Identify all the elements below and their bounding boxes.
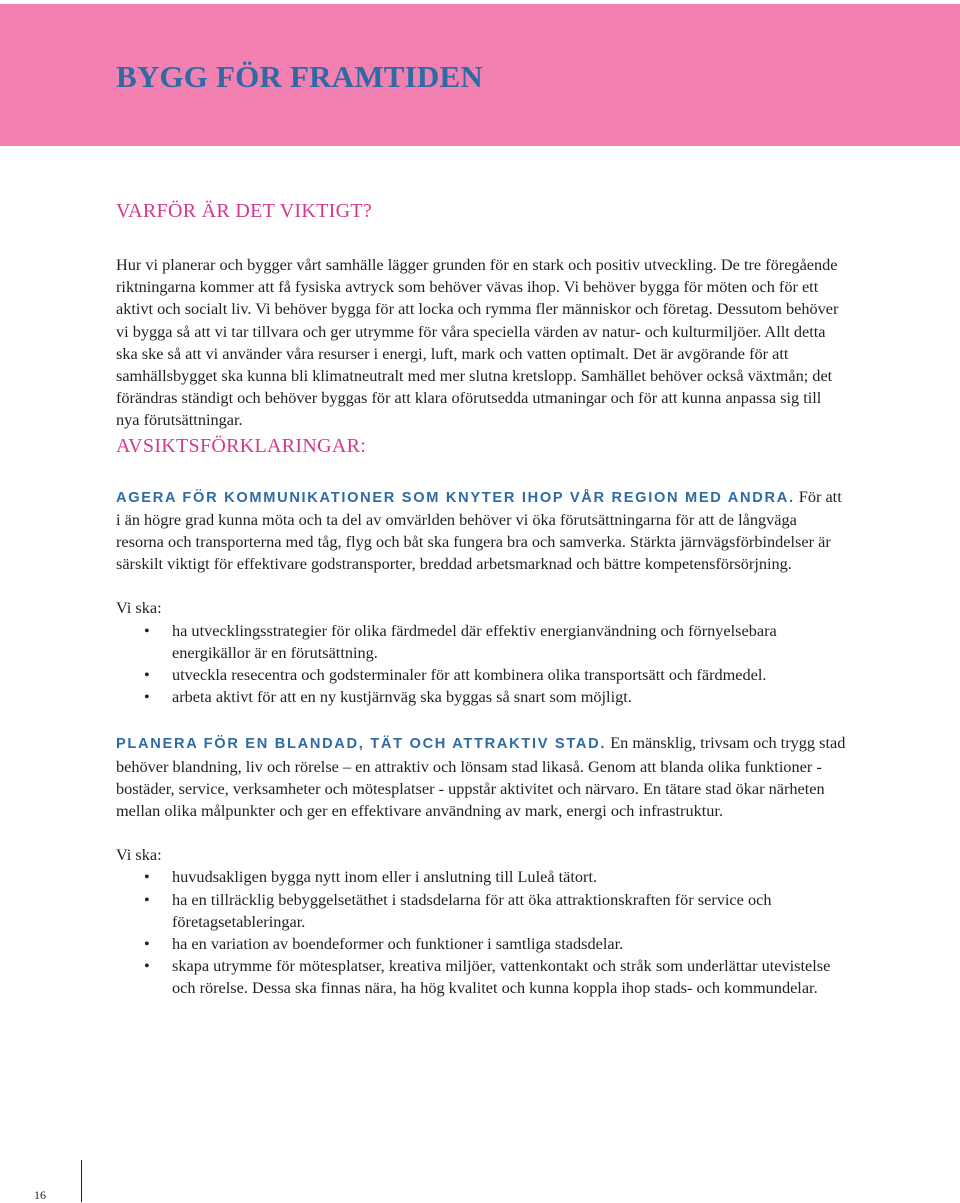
intention-text: För att i än högre grad kunna möta och ta del av omvärlden behöver vi öka förutsättningarna för att de långväga resorna och transporterna med tåg, flyg och båt ska fungera bra och samverka. Stärkta järnvägsförbindelser är särskilt viktigt för effektivare godstransporter, breddad arbetsmarknad och bättre kompetensförsörjning. (116, 486, 842, 574)
list-item (116, 955, 846, 999)
list-item (116, 889, 846, 933)
section-title-why: VARFÖR ÄR DET VIKTIGT? (116, 200, 373, 222)
bullet-icon: • (144, 934, 150, 954)
list-item (116, 933, 846, 955)
list-item-text: arbeta aktivt för att en ny kustjärnväg ska byggas så snart som möjligt. (172, 687, 632, 707)
list-item (116, 620, 846, 664)
list-item-text: ha en tillräcklig bebyggelsetäthet i stadsdelarna för att öka attraktionskraften för service och företagsetableringar. (172, 889, 772, 931)
section-title-intentions: AVSIKTSFÖRKLARINGAR: (116, 434, 367, 457)
bullet-icon: • (144, 956, 150, 976)
bullet-icon: • (144, 889, 150, 909)
bullet-icon: • (144, 867, 150, 887)
intention-lead: AGERA FÖR KOMMUNIKATIONER SOM KNYTER IHOP VÅR REGION MED ANDRA. (116, 489, 795, 506)
bullet-list (116, 620, 846, 709)
margin-divider (81, 1160, 82, 1202)
list-item (116, 686, 846, 708)
bullet-icon: • (144, 620, 150, 640)
list-item-text: utveckla resecentra och godsterminaler för att kombinera olika transportsätt och färdmedel. (172, 665, 767, 685)
bullet-icon: • (144, 687, 150, 707)
page-title: BYGG FÖR FRAMTIDEN (116, 59, 483, 94)
section-why-body: Hur vi planerar och bygger vårt samhälle lägger grunden för en stark och positiv utveckling. De tre föregående riktningarna kommer att få fysiska avtryck som behöver vävas ihop. Vi behöver bygga för möten och för ett aktivt och socialt liv. Vi behöver bygga för att locka och rymma fler människor och företag. Dessutom behöver vi bygga så att vi tar tillvara och ger utrymme för våra speciella värden av natur- och kulturmiljöer. Allt detta ska ske så att vi använder våra resurser i energi, luft, mark och vatten optimalt. Det är avgörande för att samhällsbygget ska kunna bli klimatneutralt med mer slutna kretslopp. Samhället behöver också växtmån; det förändras ständigt och behöver byggas för att klara oförutsedda utmaningar och för att kunna anpassa sig till nya förutsättningar. (116, 255, 839, 430)
list-item-text: skapa utrymme för mötesplatser, kreativa miljöer, vattenkontakt och stråk som underlättar utevistelse och rörelse. Dessa ska finnas nära, ha hög kvalitet och kunna koppla ihop stads- och kommundelar. (172, 956, 831, 998)
intention-lead: PLANERA FÖR EN BLANDAD, TÄT OCH ATTRAKTIV STAD. (116, 736, 607, 753)
vi-ska-label: Vi ska: (116, 845, 162, 865)
bullet-icon: • (144, 665, 150, 685)
list-item (116, 866, 846, 888)
list-item-text: ha utvecklingsstrategier för olika färdmedel där effektiv energianvändning och förnyelsebara energikällor är en förutsättning. (172, 620, 777, 662)
list-item-text: ha en variation av boendeformer och funktioner i samtliga stadsdelar. (172, 934, 624, 954)
bullet-list (116, 866, 846, 999)
intention-block-city (116, 732, 846, 822)
page-number: 16 (34, 1188, 46, 1202)
header-banner (0, 4, 960, 146)
list-item (116, 664, 846, 686)
main-content (116, 197, 846, 1000)
list-item-text: huvudsakligen bygga nytt inom eller i anslutning till Luleå tätort. (172, 867, 598, 887)
intention-text: En mänsklig, trivsam och trygg stad behöver blandning, liv och rörelse – en attraktiv och lönsam stad likaså. Genom att blanda olika funktioner - bostäder, service, verksamheter och mötesplatser - uppstår aktivitet och närvaro. En tätare stad ökar närheten mellan olika målpunkter och ger en effektivare användning av mark, energi och infrastruktur. (116, 733, 846, 821)
vi-ska-label: Vi ska: (116, 598, 162, 618)
intention-block-communications (116, 486, 846, 576)
